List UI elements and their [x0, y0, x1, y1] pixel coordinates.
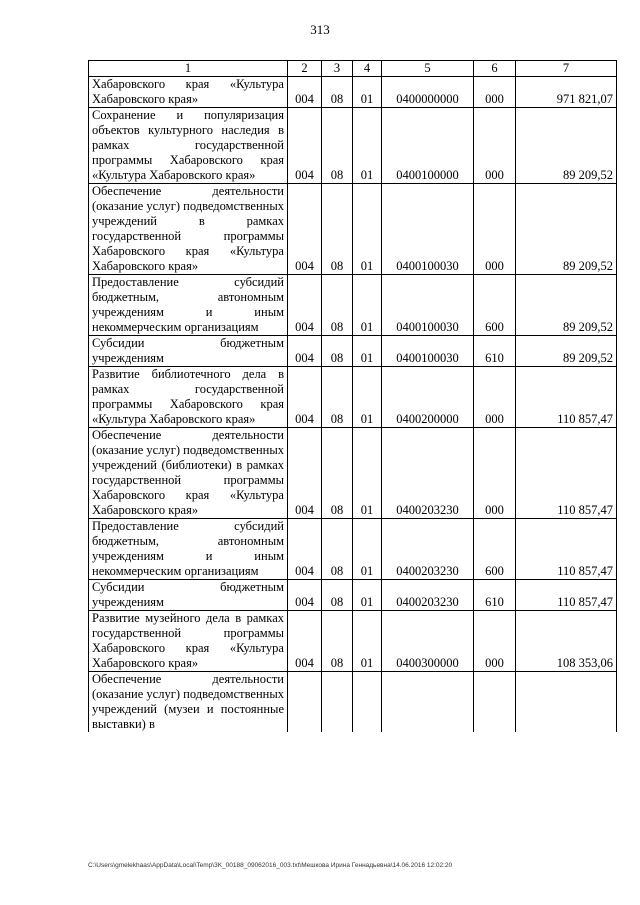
table-row	[89, 184, 617, 275]
subsection-code: 01	[353, 336, 382, 367]
section-code: 08	[322, 580, 353, 611]
table-row	[89, 367, 617, 428]
target-article-code: 0400000000	[382, 77, 474, 108]
section-code: 08	[322, 336, 353, 367]
ministry-code: 004	[288, 275, 322, 336]
section-code: 08	[322, 611, 353, 672]
ministry-code: 004	[288, 336, 322, 367]
row-label: Предоставление субсидий бюджетным, автономным учреждениям и иным некоммерческим организациям	[89, 275, 288, 336]
subsection-code: 01	[353, 77, 382, 108]
amount-value: 89 209,52	[516, 108, 617, 184]
header-cell: 3	[322, 61, 353, 77]
target-article-code: 0400200000	[382, 367, 474, 428]
section-code: 08	[322, 428, 353, 519]
amount-value: 110 857,47	[516, 428, 617, 519]
expense-type-code: 610	[474, 336, 516, 367]
ministry-code: 004	[288, 580, 322, 611]
budget-table	[88, 60, 617, 732]
table-row	[89, 336, 617, 367]
target-article-code: 0400203230	[382, 519, 474, 580]
row-label: Хабаровского края «Культура Хабаровского края»	[89, 77, 288, 108]
subsection-code: 01	[353, 108, 382, 184]
row-label: Обеспечение деятельности (оказание услуг) подведомственных учреждений (музеи и постоянные выставки) в	[89, 672, 288, 733]
section-code: 08	[322, 367, 353, 428]
target-article-code: 0400100030	[382, 184, 474, 275]
expense-type-code: 000	[474, 108, 516, 184]
subsection-code: 01	[353, 519, 382, 580]
subsection-code: 01	[353, 428, 382, 519]
table-row	[89, 275, 617, 336]
target-article-code: 0400100030	[382, 275, 474, 336]
expense-type-code: 000	[474, 367, 516, 428]
header-cell: 6	[474, 61, 516, 77]
row-label: Сохранение и популяризация объектов культурного наследия в рамках государственной программы Хабаровского края «Культура Хабаровского края»	[89, 108, 288, 184]
section-code: 08	[322, 77, 353, 108]
table-row	[89, 108, 617, 184]
amount-value	[516, 672, 617, 733]
row-label: Развитие библиотечного дела в рамках государственной программы Хабаровского края «Культура Хабаровского края»	[89, 367, 288, 428]
target-article-code: 0400203230	[382, 428, 474, 519]
ministry-code: 004	[288, 611, 322, 672]
table-row	[89, 428, 617, 519]
target-article-code: 0400100030	[382, 336, 474, 367]
row-label: Предоставление субсидий бюджетным, автономным учреждениям и иным некоммерческим организациям	[89, 519, 288, 580]
amount-value: 110 857,47	[516, 580, 617, 611]
section-code	[322, 672, 353, 733]
expense-type-code: 000	[474, 611, 516, 672]
amount-value: 89 209,52	[516, 275, 617, 336]
page-number: 313	[310, 22, 330, 37]
row-label: Субсидии бюджетным учреждениям	[89, 580, 288, 611]
section-code: 08	[322, 108, 353, 184]
amount-value: 89 209,52	[516, 184, 617, 275]
expense-type-code: 600	[474, 519, 516, 580]
table-row	[89, 519, 617, 580]
expense-type-code: 600	[474, 275, 516, 336]
amount-value: 110 857,47	[516, 519, 617, 580]
ministry-code: 004	[288, 367, 322, 428]
target-article-code: 0400100000	[382, 108, 474, 184]
ministry-code: 004	[288, 77, 322, 108]
ministry-code: 004	[288, 108, 322, 184]
subsection-code	[353, 672, 382, 733]
file-path-footer: C:\Users\gmelekhaas\AppData\Local\Temp\3K_00188_09062016_003.txt\Мешкова Ирина Геннадьевна\14.06.2016 12:02:20	[88, 862, 453, 869]
target-article-code: 0400300000	[382, 611, 474, 672]
ministry-code	[288, 672, 322, 733]
expense-type-code: 000	[474, 428, 516, 519]
ministry-code: 004	[288, 184, 322, 275]
amount-value: 971 821,07	[516, 77, 617, 108]
section-code: 08	[322, 275, 353, 336]
section-code: 08	[322, 184, 353, 275]
expense-type-code: 000	[474, 184, 516, 275]
table-row	[89, 672, 617, 733]
table-header-row	[89, 61, 617, 77]
table-row	[89, 580, 617, 611]
target-article-code	[382, 672, 474, 733]
header-cell: 1	[89, 61, 288, 77]
header-cell: 2	[288, 61, 322, 77]
ministry-code: 004	[288, 428, 322, 519]
table-row	[89, 611, 617, 672]
table-row	[89, 77, 617, 108]
header-cell: 7	[516, 61, 617, 77]
row-label: Развитие музейного дела в рамках государственной программы Хабаровского края «Культура Хабаровского края»	[89, 611, 288, 672]
subsection-code: 01	[353, 275, 382, 336]
section-code: 08	[322, 519, 353, 580]
header-cell: 4	[353, 61, 382, 77]
subsection-code: 01	[353, 184, 382, 275]
subsection-code: 01	[353, 611, 382, 672]
expense-type-code: 000	[474, 77, 516, 108]
subsection-code: 01	[353, 580, 382, 611]
amount-value: 110 857,47	[516, 367, 617, 428]
row-label: Обеспечение деятельности (оказание услуг) подведомственных учреждений в рамках государственной программы Хабаровского края «Культура Хабаровского края»	[89, 184, 288, 275]
row-label: Обеспечение деятельности (оказание услуг) подведомственных учреждений (библиотеки) в рамках государственной программы Хабаровского края «Культура Хабаровского края»	[89, 428, 288, 519]
expense-type-code: 610	[474, 580, 516, 611]
subsection-code: 01	[353, 367, 382, 428]
header-cell: 5	[382, 61, 474, 77]
expense-type-code	[474, 672, 516, 733]
amount-value: 89 209,52	[516, 336, 617, 367]
row-label: Субсидии бюджетным учреждениям	[89, 336, 288, 367]
target-article-code: 0400203230	[382, 580, 474, 611]
ministry-code: 004	[288, 519, 322, 580]
amount-value: 108 353,06	[516, 611, 617, 672]
